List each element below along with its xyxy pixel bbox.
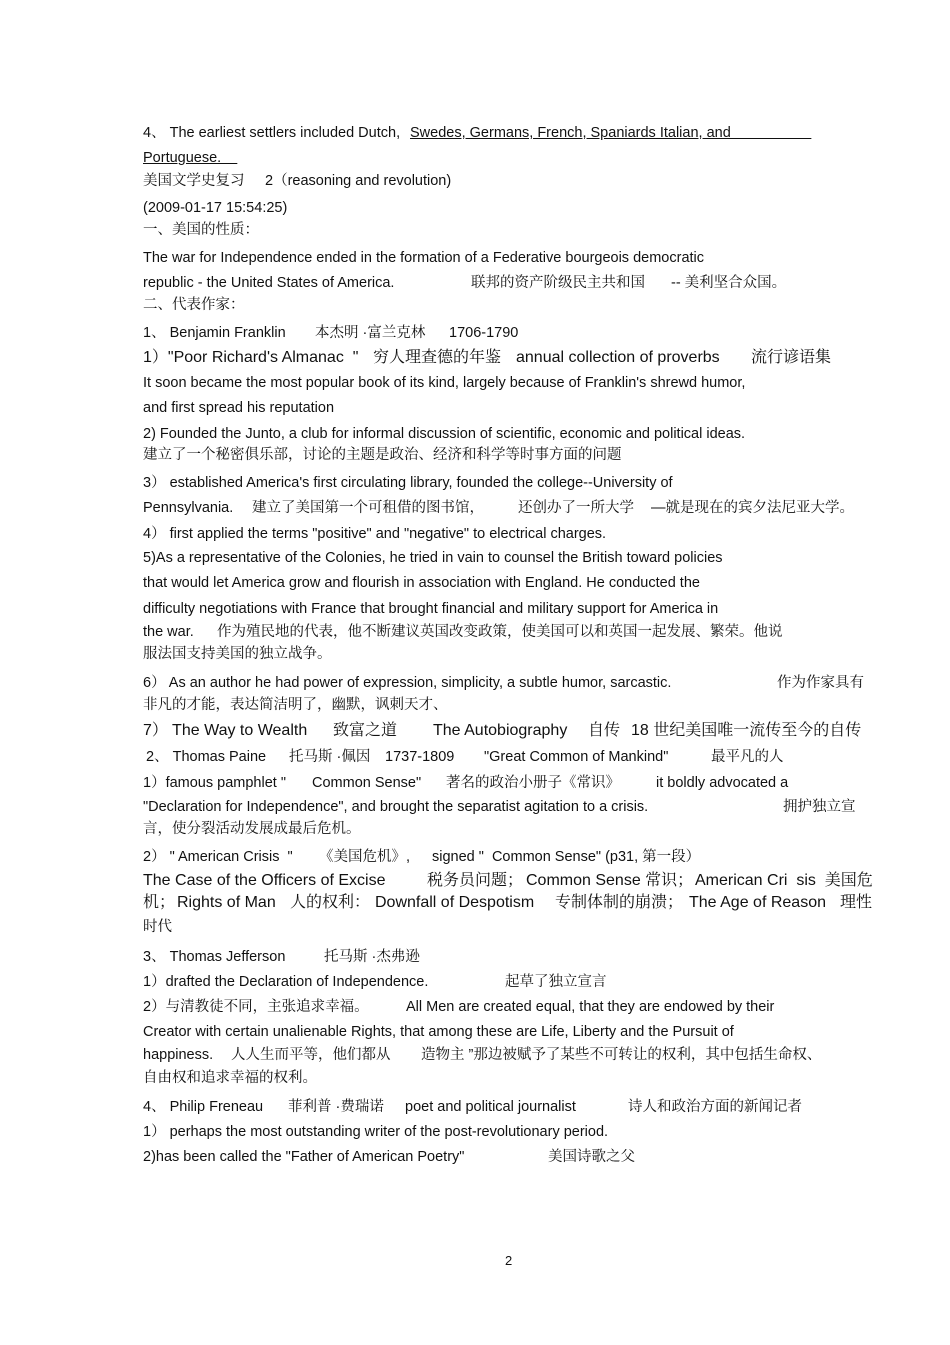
text-segment: 2）与清教徒不同，主张追求幸福。 — [143, 999, 369, 1015]
text-segment: 2) Founded the Junto, a club for informal discussion of scientific, economic and political ideas. — [143, 426, 746, 442]
text-line — [143, 274, 883, 294]
text-segment: 3） established America's first circulating library, founded the college--University of — [143, 475, 673, 491]
text-segment: 作为作家具有 — [777, 675, 864, 691]
text-segment: The Autobiography — [433, 722, 568, 739]
text-segment: Common Sense" — [312, 775, 422, 791]
text-line — [143, 499, 883, 519]
text-line — [143, 948, 883, 968]
text-segment: (2009-01-17 15:54:25) — [143, 200, 288, 216]
text-segment: 《美国危机》, — [319, 849, 411, 865]
text-segment: 1）drafted the Declaration of Independence. — [143, 974, 429, 990]
text-line — [143, 549, 883, 569]
text-line — [143, 748, 883, 768]
text-segment: 诗人和政治方面的新闻记者 — [628, 1099, 802, 1115]
text-line — [143, 774, 883, 794]
text-line — [143, 894, 883, 914]
text-segment: "Great Common of Mankind" — [484, 749, 669, 765]
text-segment: Pennsylvania. — [143, 500, 234, 516]
text-line — [143, 674, 883, 694]
text-segment: 著名的政治小册子《常识》 — [446, 775, 620, 791]
text-segment: 人人生而平等，他们都从 — [231, 1047, 391, 1063]
text-line — [143, 474, 883, 494]
text-segment: The war for Independence ended in the formation of a Federative bourgeois democratic — [143, 250, 705, 266]
text-segment: republic - the United States of America. — [143, 275, 395, 291]
text-segment: Downfall of Despotism — [375, 894, 535, 911]
text-segment: 时代 — [143, 919, 172, 935]
text-line — [143, 722, 883, 742]
text-segment: American Cri sis 美国危 — [695, 872, 873, 889]
text-segment: 还创办了一所大学 — [518, 500, 634, 516]
text-segment: difficulty negotiations with France that brought financial and military support for America in — [143, 601, 719, 617]
text-segment: 1）"Poor Richard's Almanac " — [143, 349, 359, 366]
text-segment: 4、 The earliest settlers included Dutch, — [143, 125, 405, 141]
text-segment: All Men are created equal, that they are endowed by their — [406, 999, 775, 1015]
text-segment: 5)As a representative of the Colonies, he tried in vain to counsel the British toward policies — [143, 550, 723, 566]
text-segment: and first spread his reputation — [143, 400, 335, 416]
text-segment: Rights of Man — [177, 894, 276, 911]
text-line — [143, 374, 883, 394]
text-line — [143, 848, 883, 868]
text-segment: 穷人理查德的年鉴 — [373, 349, 502, 366]
text-line — [143, 525, 883, 545]
text-line — [143, 918, 883, 938]
text-segment: 1、 Benjamin Franklin — [143, 325, 286, 341]
text-segment: the war. — [143, 624, 194, 640]
text-line — [143, 1123, 883, 1143]
text-line — [143, 296, 883, 316]
text-segment: —就是现在的宾夕法尼亚大学。 — [651, 500, 854, 516]
text-segment: 美国诗歌之父 — [548, 1149, 635, 1165]
text-line — [143, 820, 883, 840]
text-segment: 自传 — [588, 722, 621, 739]
text-segment: 拥护独立宣 — [783, 799, 856, 815]
text-segment: 自由权和追求幸福的权利。 — [143, 1070, 317, 1086]
text-segment: signed " Common Sense" (p31, 第一段） — [432, 849, 701, 865]
text-segment: It soon became the most popular book of its kind, largely because of Franklin's shrewd humor, — [143, 375, 746, 391]
text-segment: 2（reasoning and revolution) — [265, 173, 452, 189]
text-segment: 4、 Philip Freneau — [143, 1099, 264, 1115]
text-line — [143, 149, 883, 169]
text-line — [143, 798, 883, 818]
text-line — [143, 349, 883, 369]
text-segment: 6） As an author he had power of expression, simplicity, a subtle humor, sarcastic. — [143, 675, 672, 691]
text-segment: 1737-1809 — [385, 749, 455, 765]
text-segment: 1） perhaps the most outstanding writer of the post-revolutionary period. — [143, 1124, 609, 1140]
text-segment: 致富之道 — [333, 722, 398, 739]
text-line — [143, 973, 883, 993]
text-segment: Common Sense 常识； — [526, 872, 694, 889]
text-segment: 作为殖民地的代表，他不断建议英国改变政策，使美国可以和英国一起发展、繁荣。他说 — [217, 624, 783, 640]
text-line — [143, 172, 883, 192]
text-line — [143, 872, 883, 892]
text-segment: The Case of the Officers of Excise — [143, 872, 386, 889]
text-segment: it boldly advocated a — [656, 775, 789, 791]
text-segment: -- 美利坚合众国。 — [671, 275, 787, 291]
text-segment: 二、代表作家： — [143, 297, 245, 313]
text-line — [143, 221, 883, 241]
text-segment: 2） " American Crisis " — [143, 849, 293, 865]
text-segment: 服法国支持美国的独立战争。 — [143, 646, 332, 662]
text-segment: 4） first applied the terms "positive" and "negative" to electrical charges. — [143, 526, 607, 542]
text-segment: 建立了一个秘密俱乐部，讨论的主题是政治、经济和科学等时事方面的问题 — [143, 447, 622, 463]
text-line — [143, 446, 883, 466]
text-segment: 建立了美国第一个可租借的图书馆， — [252, 500, 484, 516]
text-line — [143, 600, 883, 620]
text-segment: 言，使分裂活动发展成最后危机。 — [143, 821, 361, 837]
text-segment: 非凡的才能，表达简洁明了，幽默，讽刺天才、 — [143, 697, 448, 713]
text-segment: 3、 Thomas Jefferson — [143, 949, 286, 965]
text-segment: 1706-1790 — [449, 325, 519, 341]
text-segment: 7） The Way to Wealth — [143, 722, 308, 739]
text-segment: 一、美国的性质： — [143, 222, 259, 238]
text-segment: 本杰明 ·富兰克林 — [315, 325, 426, 341]
text-segment: 2)has been called the "Father of American Poetry" — [143, 1149, 465, 1165]
text-segment: Creator with certain unalienable Rights, that among these are Life, Liberty and the Pursuit of — [143, 1024, 734, 1040]
text-line — [143, 425, 883, 445]
text-segment: Portuguese. — [143, 150, 238, 166]
text-segment: 起草了独立宣言 — [505, 974, 607, 990]
text-line — [143, 645, 883, 665]
text-line — [143, 1023, 883, 1043]
page-number: 2 — [505, 1253, 513, 1268]
text-line — [143, 249, 883, 269]
text-line — [143, 623, 883, 643]
text-segment: 托马斯 ·佩因 — [289, 749, 371, 765]
text-segment: 理性 — [840, 894, 873, 911]
text-segment: 菲利普 ·费瑞诺 — [288, 1099, 384, 1115]
text-segment: 1）famous pamphlet " — [143, 775, 286, 791]
text-segment: 最平凡的人 — [711, 749, 784, 765]
text-segment: The Age of Reason — [689, 894, 826, 911]
text-segment: Swedes, Germans, French, Spaniards Italian, and — [410, 125, 812, 141]
text-line — [143, 124, 883, 144]
text-segment: annual collection of proverbs — [516, 349, 720, 366]
text-line — [143, 1046, 883, 1066]
text-segment: 机； — [143, 894, 176, 911]
text-segment: happiness. — [143, 1047, 214, 1063]
text-line — [143, 1148, 883, 1168]
text-line — [143, 696, 883, 716]
text-segment: 人的权利： — [290, 894, 371, 911]
text-segment: 造物主 ”那边被赋予了某些不可转让的权利，其中包括生命权、 — [421, 1047, 822, 1063]
text-segment: 专制体制的崩溃； — [555, 894, 684, 911]
text-segment: that would let America grow and flourish in association with England. He conducted the — [143, 575, 700, 591]
text-segment: 2、 Thomas Paine — [146, 749, 267, 765]
text-line — [143, 1098, 883, 1118]
text-segment: 美国文学史复习 — [143, 173, 245, 189]
text-line — [143, 1069, 883, 1089]
text-segment: 联邦的资产阶级民主共和国 — [471, 275, 645, 291]
text-segment: 税务员问题； — [427, 872, 524, 889]
text-line — [143, 399, 883, 419]
text-segment: poet and political journalist — [405, 1099, 576, 1115]
text-segment: 流行谚语集 — [751, 349, 832, 366]
text-line — [143, 324, 883, 344]
text-segment: 托马斯 ·杰弗逊 — [324, 949, 420, 965]
text-segment: "Declaration for Independence", and brought the separatist agitation to a crisis. — [143, 799, 649, 815]
text-line — [143, 574, 883, 594]
text-line — [143, 998, 883, 1018]
text-segment: 18 世纪美国唯一流传至今的自传 — [631, 722, 862, 739]
text-line — [143, 199, 883, 219]
